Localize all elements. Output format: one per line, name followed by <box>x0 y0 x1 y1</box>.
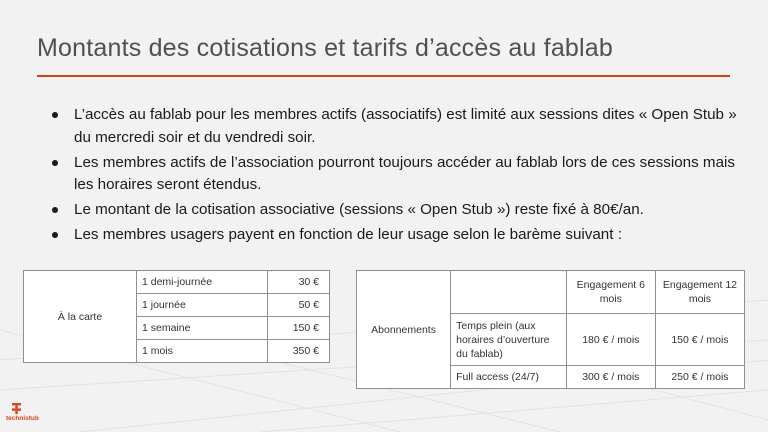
title-underline <box>37 75 730 77</box>
plan-type-cell: Temps plein (aux horaires d’ouverture du fablab) <box>451 314 567 366</box>
slide-title: Montants des cotisations et tarifs d’accès au fablab <box>37 34 613 62</box>
price-cell: 180 € / mois <box>566 314 655 366</box>
logo-icon <box>12 403 21 414</box>
abonnements-label: Abonnements <box>357 271 451 389</box>
price-cell: 350 € <box>268 340 330 363</box>
bullet-item: L’accès au fablab pour les membres actifs (associatifs) est limité aux sessions dites « Open Stub » du mercredi soir et du vendredi soir. <box>40 104 740 149</box>
table-header-row <box>357 271 745 314</box>
plan-type-cell: Full access (24/7) <box>451 366 567 389</box>
duration-cell: 1 mois <box>137 340 268 363</box>
bullet-item: Les membres actifs de l’association pourront toujours accéder au fablab lors de ces sessions mais les horaires seront étendus. <box>40 152 740 197</box>
bullet-item: Le montant de la cotisation associative (sessions « Open Stub ») reste fixé à 80€/an. <box>40 199 740 222</box>
bullet-item: Les membres usagers payent en fonction de leur usage selon le barème suivant : <box>40 224 740 247</box>
price-cell: 150 € / mois <box>655 314 744 366</box>
price-cell: 300 € / mois <box>566 366 655 389</box>
column-header: Engagement 6 mois <box>566 271 655 314</box>
duration-cell: 1 semaine <box>137 317 268 340</box>
bullet-list <box>40 104 740 249</box>
price-cell: 30 € <box>268 271 330 294</box>
technistub-logo <box>6 403 46 425</box>
abonnements-table <box>356 270 745 389</box>
duration-cell: 1 demi-journée <box>137 271 268 294</box>
a-la-carte-table <box>23 270 330 363</box>
price-cell: 150 € <box>268 317 330 340</box>
column-header: Engagement 12 mois <box>655 271 744 314</box>
table-row <box>24 271 330 294</box>
logo-text: technistub <box>6 415 39 422</box>
column-header <box>451 271 567 314</box>
duration-cell: 1 journée <box>137 294 268 317</box>
price-cell: 250 € / mois <box>655 366 744 389</box>
a-la-carte-label: À la carte <box>24 271 137 363</box>
price-cell: 50 € <box>268 294 330 317</box>
